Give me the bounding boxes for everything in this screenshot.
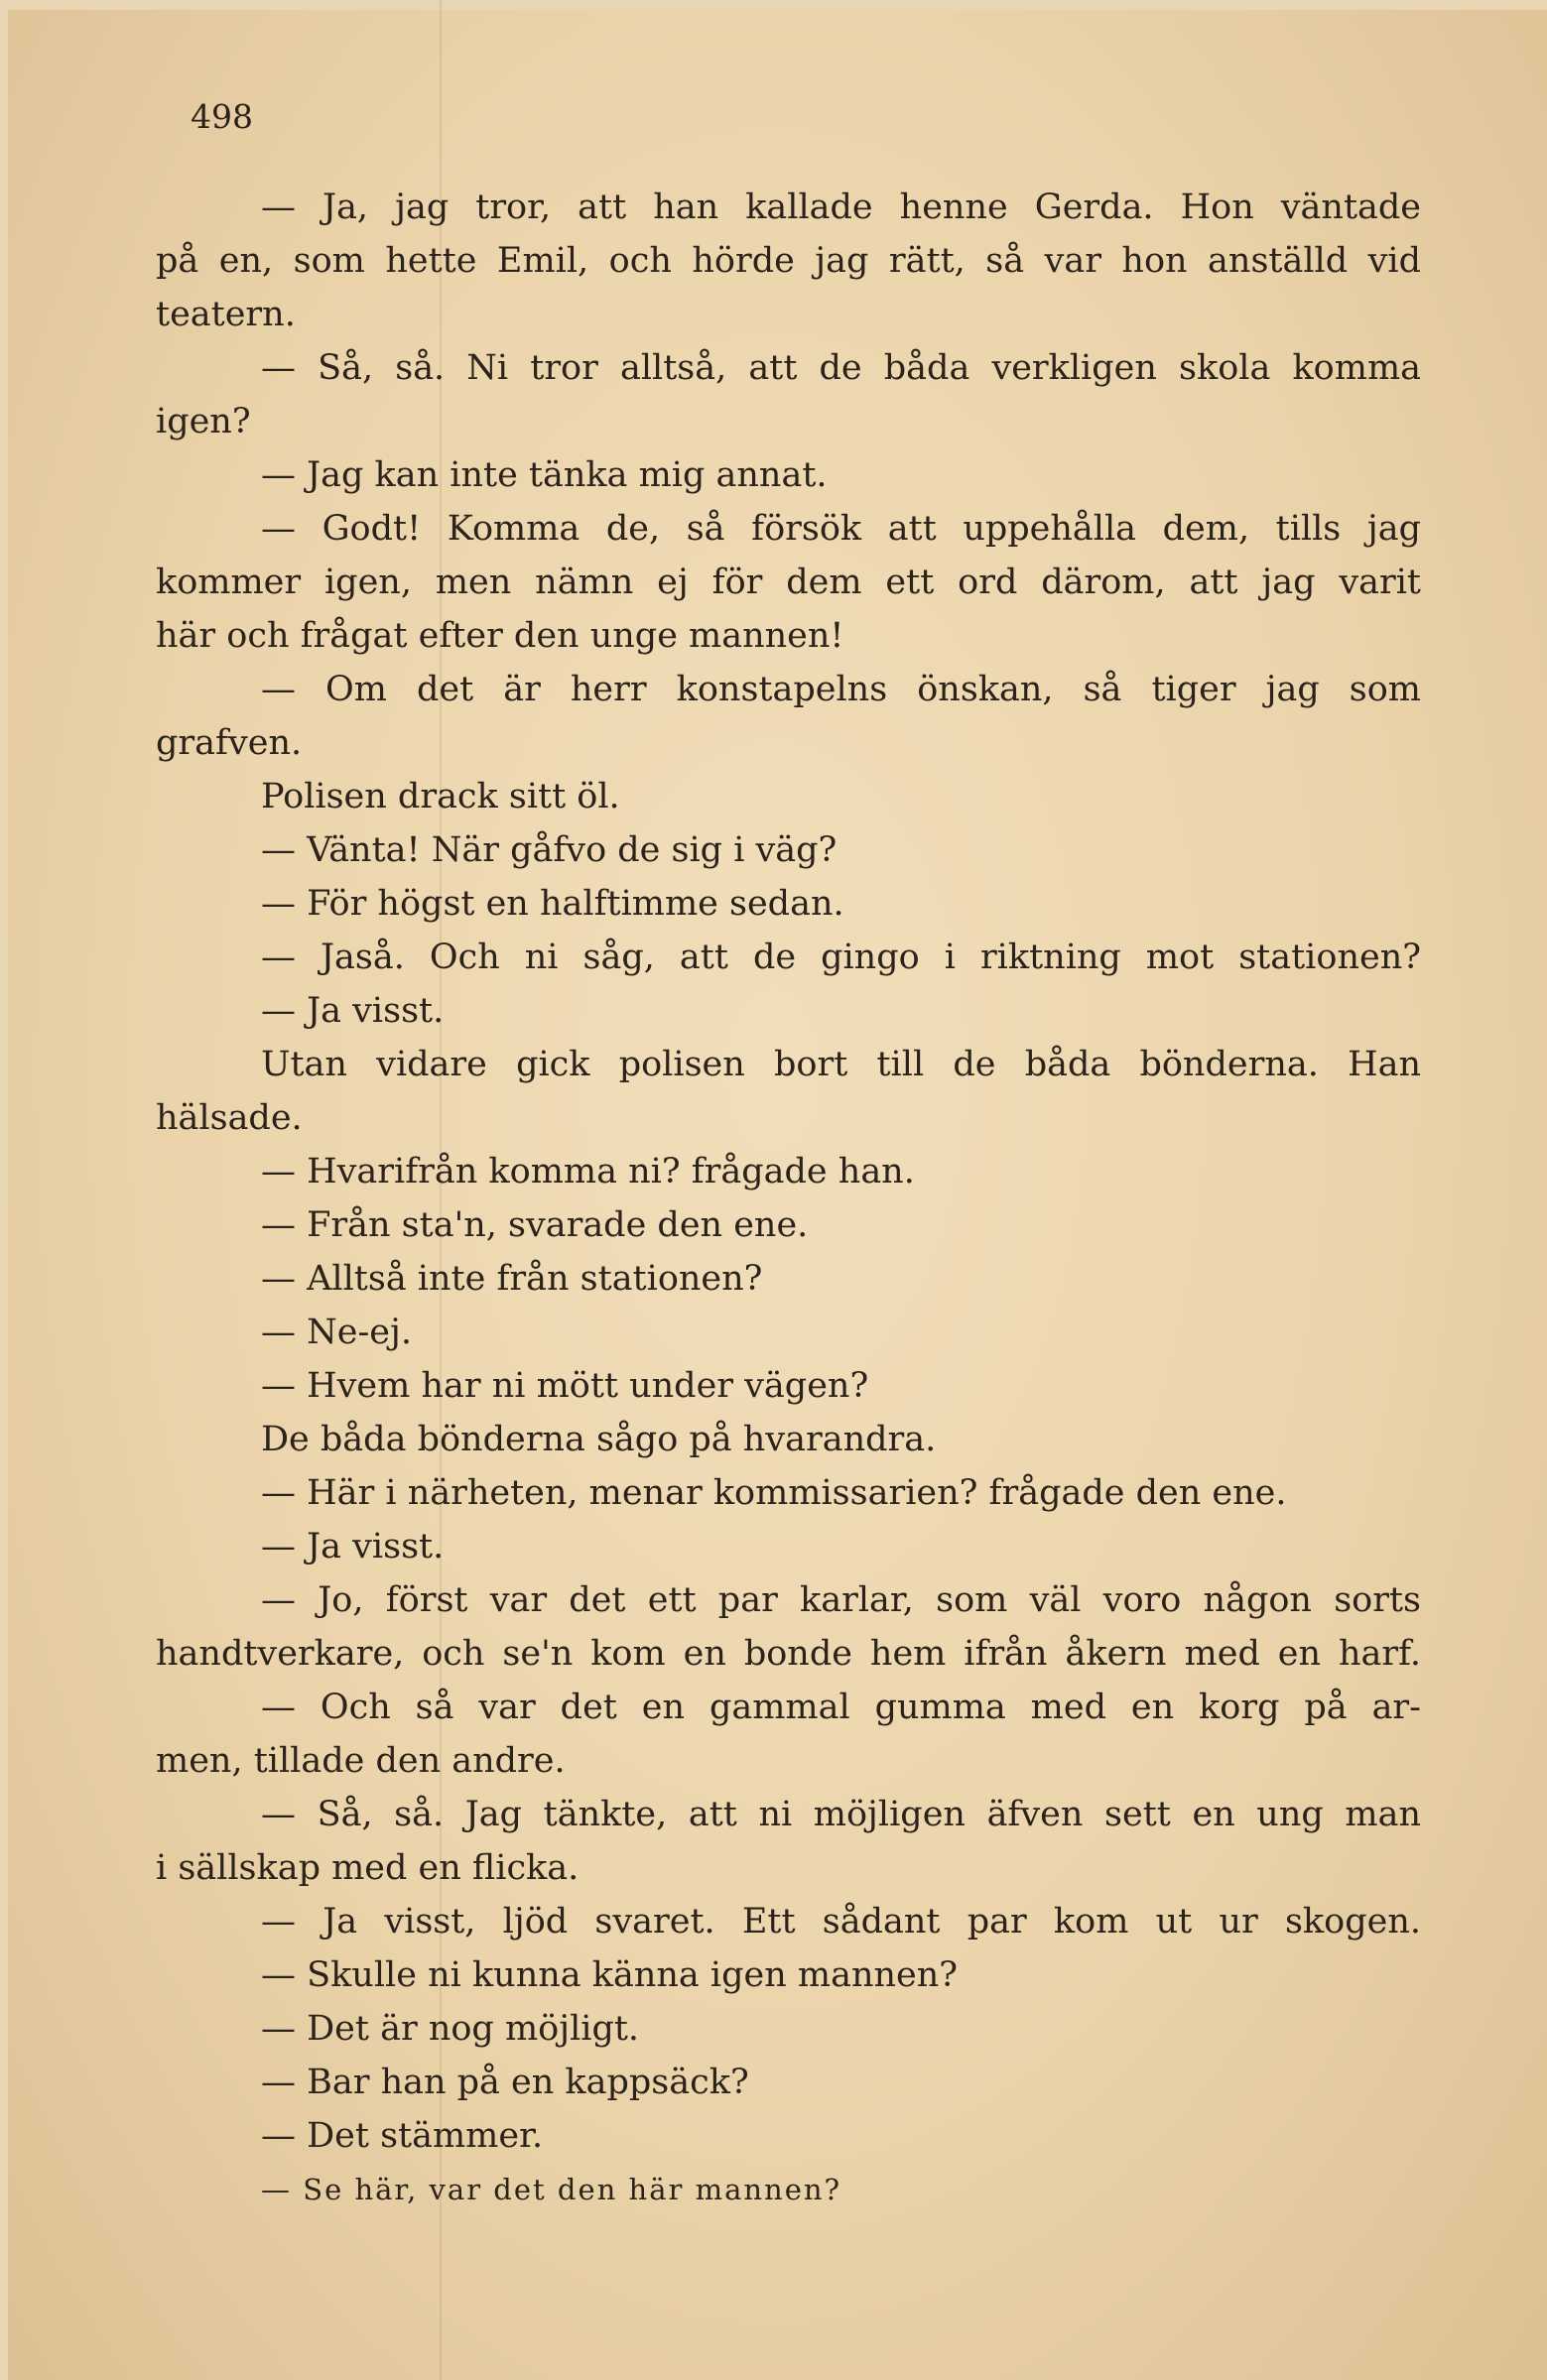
text-line: — Ja visst. xyxy=(261,991,445,1031)
text-line: — Bar han på en kappsäck? xyxy=(261,2063,749,2102)
text-line: hälsade. xyxy=(156,1098,303,1138)
page-number: 498 xyxy=(191,97,253,136)
text-line: i sällskap med en flicka. xyxy=(156,1848,580,1888)
text-line: — Godt! Komma de, så försök att uppehålla dem, tills jag xyxy=(261,509,1421,549)
text-line: — Det stämmer. xyxy=(261,2116,544,2156)
text-line: Polisen drack sitt öl. xyxy=(261,777,620,816)
text-line: Utan vidare gick polisen bort till de båda bönderna. Han xyxy=(261,1045,1421,1084)
text-line: — För högst en halftimme sedan. xyxy=(261,884,844,924)
text-line: — Och så var det en gammal gumma med en korg på ar- xyxy=(261,1688,1421,1727)
text-line: — Här i närheten, menar kommissarien? frågade den ene. xyxy=(261,1473,1287,1513)
text-line: — Så, så. Jag tänkte, att ni möjligen äfven sett en ung man xyxy=(261,1795,1421,1834)
text-line: — Om det är herr konstapelns önskan, så tiger jag som xyxy=(261,670,1421,709)
text-line: — Jo, först var det ett par karlar, som väl voro någon sorts xyxy=(261,1580,1421,1620)
text-line: här och frågat efter den unge mannen! xyxy=(156,616,844,656)
text-line: — Från sta'n, svarade den ene. xyxy=(261,1205,809,1245)
text-line: — Så, så. Ni tror alltså, att de båda verkligen skola komma xyxy=(261,348,1421,388)
text-line: på en, som hette Emil, och hörde jag rätt, så var hon anställd vid xyxy=(156,241,1421,281)
text-line: De båda bönderna sågo på hvarandra. xyxy=(261,1420,937,1459)
text-line: — Jag kan inte tänka mig annat. xyxy=(261,455,828,495)
text-line: igen? xyxy=(156,402,251,441)
page-edge-top xyxy=(0,0,1547,10)
text-line: — Alltså inte från stationen? xyxy=(261,1259,763,1299)
page-edge-left xyxy=(0,0,8,2380)
text-line: men, tillade den andre. xyxy=(156,1741,566,1781)
text-line: — Skulle ni kunna känna igen mannen? xyxy=(261,1955,959,1995)
text-line: — Jaså. Och ni såg, att de gingo i riktning mot stationen? xyxy=(261,938,1421,977)
text-line: kommer igen, men nämn ej för dem ett ord därom, att jag varit xyxy=(156,563,1421,602)
text-line: — Se här, var det den här mannen? xyxy=(261,2173,842,2206)
text-line: — Vänta! När gåfvo de sig i väg? xyxy=(261,830,838,870)
text-line: grafven. xyxy=(156,723,303,763)
text-line: — Det är nog möjligt. xyxy=(261,2009,640,2049)
text-line: — Ja visst, ljöd svaret. Ett sådant par kom ut ur skogen. xyxy=(261,1902,1421,1942)
text-line: — Ne-ej. xyxy=(261,1313,412,1352)
text-line: — Ja, jag tror, att han kallade henne Gerda. Hon väntade xyxy=(261,188,1421,227)
text-line: — Ja visst. xyxy=(261,1527,445,1566)
text-line: teatern. xyxy=(156,295,296,334)
body-text xyxy=(156,181,1421,2216)
text-line: handtverkare, och se'n kom en bonde hem ifrån åkern med en harf. xyxy=(156,1634,1421,1674)
text-line: — Hvarifrån komma ni? frågade han. xyxy=(261,1152,915,1191)
text-line: — Hvem har ni mött under vägen? xyxy=(261,1366,869,1406)
